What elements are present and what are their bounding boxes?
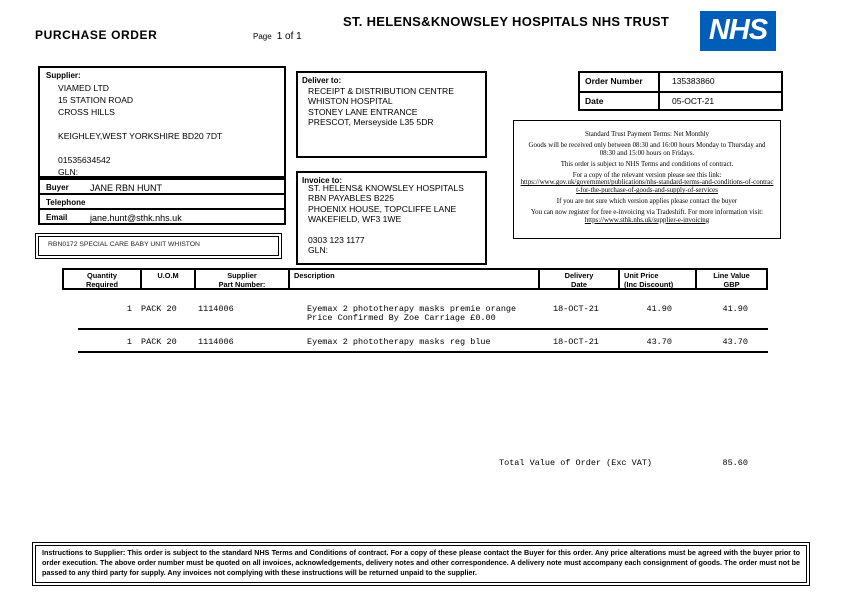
- order-date-value: 05-OCT-21: [672, 96, 715, 106]
- instructions-inner: [35, 545, 807, 583]
- deliver-to-address: [308, 86, 454, 128]
- item-row-2-delivery-date: 18-OCT-21: [553, 337, 599, 347]
- nhs-logo: NHS: [700, 11, 776, 51]
- item-row-2-uom: PACK 20: [141, 337, 177, 347]
- terms-copy: For a copy of the relevant version please see this link:: [572, 171, 722, 179]
- supplier-address-line: KEIGHLEY,WEST YORKSHIRE BD20 7DT: [58, 131, 223, 141]
- item-row-1-qty: 1: [126, 304, 132, 314]
- instructions-text: Instructions to Supplier: This order is subject to the standard NHS Terms and Conditions of contract. For a copy of these please contact the Buyer for this order. Any price alterations must be agreed with the buyer prior to order execution. The above order number must be quoted on all invoices, acknowledgements, delivery notes and other correspondence. A delivery note must accompany each consignment of goods. The order must not be passed to any third party for supply. Any invoices not complying with these instructions will be returned unpaid to the supplier.: [42, 548, 800, 577]
- order-number-label: Order Number: [580, 73, 660, 91]
- deliver-address-line: STONEY LANE ENTRANCE: [308, 106, 418, 117]
- email-value: jane.hunt@sthk.nhs.uk: [90, 212, 182, 223]
- supplier-phone: 01535634542: [58, 155, 111, 165]
- page-indicator: [253, 31, 302, 42]
- document-title: PURCHASE ORDER: [35, 28, 158, 42]
- invoice-to-label: Invoice to:: [302, 176, 343, 185]
- telephone-label: Telephone: [46, 198, 86, 207]
- col-header-unit-price: Unit Price (Inc Discount): [620, 270, 697, 288]
- terms-contract: This order is subject to NHS Terms and conditions of contract.: [560, 160, 734, 168]
- supplier-label: Supplier:: [46, 71, 81, 80]
- supplier-address-line: 15 STATION ROAD: [58, 95, 134, 105]
- item-row-2-part-number: 1114006: [198, 337, 234, 347]
- supplier-box: [38, 66, 286, 178]
- invoice-to-address: [308, 183, 464, 256]
- item-row-1-uom: PACK 20: [141, 304, 177, 314]
- terms-link-einvoicing[interactable]: https://www.sthk.nhs.uk/supplier-e-invoicing: [584, 216, 710, 224]
- row-separator: [78, 351, 768, 353]
- deliver-address-line: PRESCOT, Merseyside L35 5DR: [308, 117, 434, 128]
- terms-link-gov[interactable]: https://www.gov.uk/government/publications/nhs-standard-terms-and-conditions-of-contract-for-the-purchase-of-goods-and-supply-of-services: [520, 179, 774, 195]
- item-row-1-delivery-date: 18-OCT-21: [553, 304, 599, 314]
- total-label: Total Value of Order (Exc VAT): [499, 458, 653, 468]
- order-number-value: 135383860: [672, 76, 715, 86]
- trust-title: ST. HELENS&KNOWSLEY HOSPITALS NHS TRUST: [343, 14, 670, 29]
- item-row-2-qty: 1: [126, 337, 132, 347]
- terms-hours: Goods will be received only between 08:30 and 16:00 hours Monday to Thursday and 08:30 and 15:00 hours on Fridays.: [528, 142, 766, 157]
- order-number-row: [580, 73, 781, 91]
- invoice-address-line: WAKEFIELD, WF3 1WE: [308, 214, 402, 225]
- col-header-part-number: Supplier Part Number:: [196, 270, 290, 288]
- total-value: 85.60: [722, 458, 748, 468]
- invoice-to-box: [296, 171, 487, 265]
- supplier-address-line: [58, 118, 222, 130]
- instructions-box: [32, 542, 810, 586]
- supplier-name: VIAMED LTD: [58, 83, 109, 93]
- page-label: Page: [253, 32, 272, 41]
- col-header-delivery-date: Delivery Date: [540, 270, 620, 288]
- items-table-header: [62, 268, 768, 290]
- deliver-to-label: Deliver to:: [302, 76, 342, 85]
- item-row-1-description: Eyemax 2 phototherapy masks premie orange: [307, 304, 517, 314]
- item-row-1-line-value: 41.90: [722, 304, 748, 314]
- email-label: Email: [46, 213, 68, 222]
- unit-ref-box: [35, 233, 282, 259]
- col-header-line-value: Line Value GBP: [713, 271, 750, 289]
- col-header-description: Description: [290, 270, 540, 288]
- item-row-2-line-value: 43.70: [722, 337, 748, 347]
- col-header-quantity: Quantity Required: [64, 270, 142, 288]
- item-row-2-description: Eyemax 2 phototherapy masks reg blue: [307, 337, 491, 347]
- invoice-address-line: RBN PAYABLES B225: [308, 193, 394, 204]
- deliver-to-box: [296, 71, 487, 158]
- invoice-address-line: ST. HELENS& KNOWSLEY HOSPITALS: [308, 183, 464, 193]
- supplier-address-line: [58, 142, 222, 154]
- row-separator: [78, 328, 768, 330]
- invoice-gln: GLN:: [308, 245, 329, 256]
- deliver-address-line: RECEIPT & DISTRIBUTION CENTRE: [308, 86, 454, 96]
- terms-payment: Standard Trust Payment Terms: Net Monthly: [585, 131, 709, 138]
- item-row-1-part-number: 1114006: [198, 304, 234, 314]
- buyer-info: [38, 178, 286, 225]
- supplier-gln: GLN:: [58, 167, 79, 177]
- item-row-1-description-note: Price Confirmed By Zoe Carriage £0.00: [307, 313, 496, 323]
- supplier-address-line: CROSS HILLS: [58, 107, 115, 117]
- buyer-label: Buyer: [46, 183, 69, 192]
- invoice-address-line: PHOENIX HOUSE, TOPCLIFFE LANE: [308, 203, 457, 214]
- col-header-uom: U.O.M: [142, 270, 196, 288]
- invoice-address-line: [308, 225, 464, 235]
- item-row-2-unit-price: 43.70: [646, 337, 672, 347]
- item-row-1-unit-price: 41.90: [646, 304, 672, 314]
- deliver-address-line: WHISTON HOSPITAL: [308, 96, 393, 107]
- order-date-label: Date: [580, 93, 660, 109]
- buyer-value: JANE RBN HUNT: [90, 182, 163, 193]
- invoice-phone: 0303 123 1177: [308, 235, 365, 246]
- terms-box: [513, 120, 781, 239]
- terms-version: If you are not sure which version applies please contact the buyer: [556, 198, 738, 206]
- order-date-row: [580, 91, 781, 109]
- order-info-table: [578, 71, 783, 111]
- email-row: [38, 208, 286, 225]
- page-value: 1 of 1: [276, 31, 302, 42]
- supplier-address: [58, 82, 222, 178]
- terms-einvoicing: You can now register for free e-invoicing via Tradeshift. For more information visit:: [530, 209, 764, 217]
- unit-ref-value: RBN0172 SPECIAL CARE BABY UNIT WHISTON: [38, 236, 279, 256]
